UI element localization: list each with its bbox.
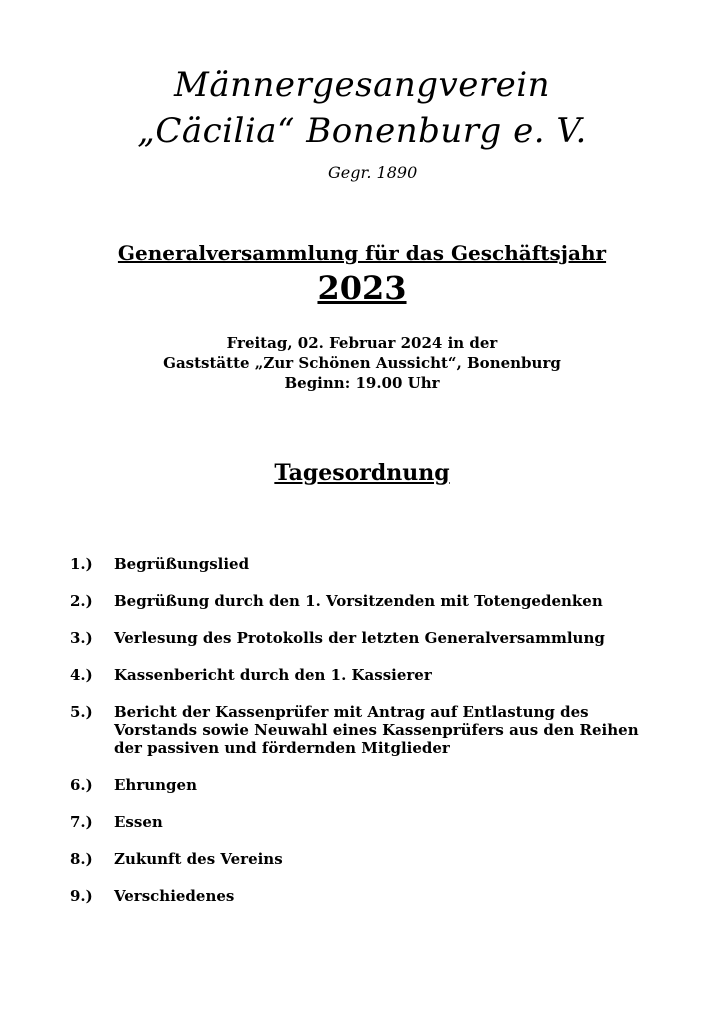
meeting-date: Freitag, 02. Februar 2024 in der <box>226 334 498 352</box>
agenda-item-text: Kassenbericht durch den 1. Kassierer <box>114 666 432 684</box>
founded-year: Gegr. 1890 <box>328 163 418 182</box>
agenda-item <box>70 555 670 573</box>
agenda-item-number: 2.) <box>70 592 93 610</box>
agenda-item <box>70 629 670 647</box>
club-header <box>0 62 724 182</box>
title-year: 2023 <box>317 269 407 307</box>
agenda-item <box>70 592 670 610</box>
agenda-item-number: 5.) <box>70 703 93 721</box>
agenda-item-text: Essen <box>114 813 163 831</box>
agenda-item-text: Ehrungen <box>114 776 197 794</box>
agenda-list <box>70 555 670 905</box>
agenda-item-text: Verlesung des Protokolls der letzten Generalversammlung <box>114 629 605 647</box>
agenda-item-text: Verschiedenes <box>114 887 235 905</box>
agenda-item <box>70 887 670 905</box>
agenda-title: Tagesordnung <box>274 460 450 486</box>
agenda-item-number: 6.) <box>70 776 93 794</box>
agenda-item <box>70 666 670 684</box>
agenda-item <box>70 776 670 794</box>
agenda-item-text: Bericht der Kassenprüfer mit Antrag auf Entlastung des Vorstands sowie Neuwahl eines Kassenprüfers aus den Reihen der passiven und fördernden Mitglieder <box>114 703 639 757</box>
agenda-item <box>70 703 670 757</box>
agenda-item <box>70 813 670 831</box>
agenda-item-text: Begrüßungslied <box>114 555 250 573</box>
meeting-start-time: Beginn: 19.00 Uhr <box>284 374 440 392</box>
agenda-item <box>70 850 670 868</box>
meeting-venue: Gaststätte „Zur Schönen Aussicht“, Bonenburg <box>163 354 561 372</box>
meeting-details <box>0 333 724 393</box>
club-name-line-2: „Cäcilia“ Bonenburg e. V. <box>137 111 587 151</box>
agenda-item-number: 4.) <box>70 666 93 684</box>
agenda-item-text: Zukunft des Vereins <box>114 850 283 868</box>
title-line: Generalversammlung für das Geschäftsjahr <box>117 241 607 265</box>
agenda-item-number: 3.) <box>70 629 93 647</box>
club-name-line-1: Männergesangverein <box>174 65 550 105</box>
agenda-item-number: 1.) <box>70 555 93 573</box>
agenda-item-text: Begrüßung durch den 1. Vorsitzenden mit Totengedenken <box>114 592 603 610</box>
agenda-item-number: 7.) <box>70 813 93 831</box>
agenda-item-number: 8.) <box>70 850 93 868</box>
agenda-item-number: 9.) <box>70 887 93 905</box>
document-title <box>0 240 724 308</box>
